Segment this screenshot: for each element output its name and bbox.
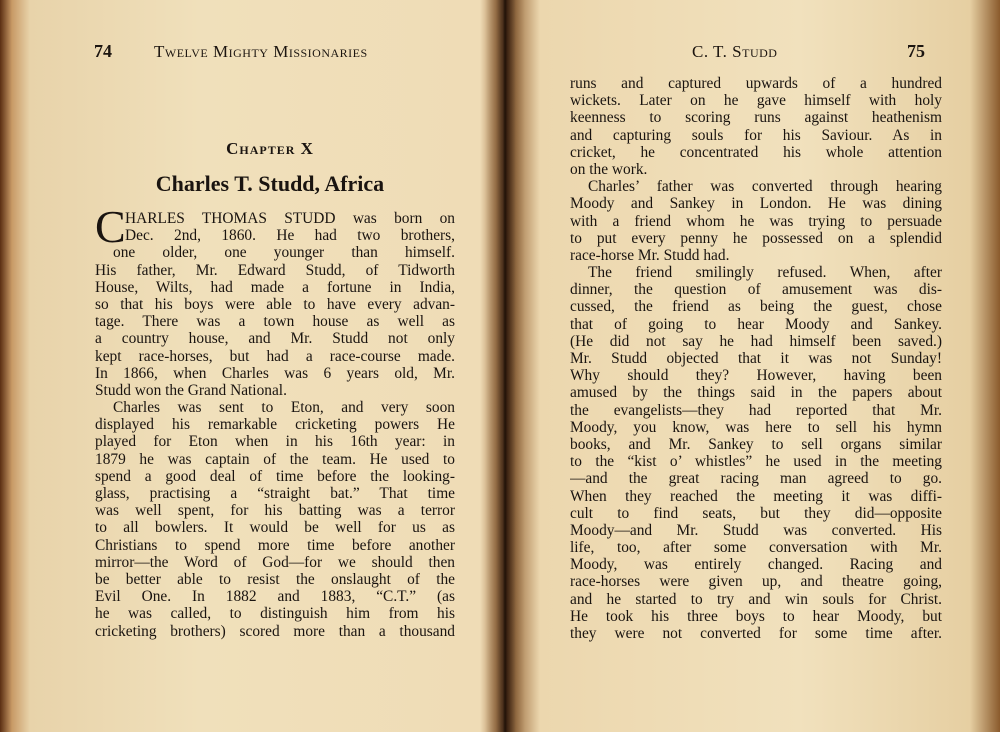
text-line: Mr. Studd objected that it was not Sunday! xyxy=(570,350,942,367)
text-line: was well spent, for his batting was a terror xyxy=(95,502,455,520)
text-line: books, and Mr. Sankey to sell organs similar xyxy=(570,435,942,453)
text-line: glass, practising a “straight bat.” That time xyxy=(95,485,455,502)
text-line: His father, Mr. Edward Studd, of Tidworth xyxy=(95,261,455,279)
text-line: a country house, and Mr. Studd not only xyxy=(95,330,455,348)
text-line: In 1866, when Charles was 6 years old, Mr. xyxy=(95,364,455,382)
text-line: tage. There was a town house as well as xyxy=(95,313,455,331)
page-number: 74 xyxy=(94,41,112,61)
body-text xyxy=(570,75,942,642)
text-line: race-horses were given up, and theatre going, xyxy=(570,573,942,591)
text-line: played for Eton when in his 16th year: in xyxy=(95,433,455,451)
text-line: Moody—and Mr. Studd was converted. His xyxy=(570,521,942,539)
text-line: they were not converted for some time after. xyxy=(570,625,942,642)
text-line: House, Wilts, had made a fortune in India, xyxy=(95,278,455,296)
text-line: Evil One. In 1882 and 1883, “C.T.” (as xyxy=(95,588,455,606)
text-line: The friend smilingly refused. When, after xyxy=(588,264,942,282)
page-number: 75 xyxy=(907,41,925,61)
text-line: Christians to spend more time before another xyxy=(95,536,455,554)
text-line: spend a good deal of time before the looking- xyxy=(95,467,455,485)
text-line: cricket, he concentrated his whole attention xyxy=(570,143,942,161)
text-line: with a friend whom he was trying to persuade xyxy=(570,212,942,230)
text-line: HARLES THOMAS STUDD was born on xyxy=(125,210,455,227)
text-line: Moody and Sankey in London. He was dining xyxy=(570,195,942,213)
text-line: runs and captured upwards of a hundred xyxy=(570,75,942,92)
text-line: Moody, was entirely changed. Racing and xyxy=(570,556,942,574)
text-line: cricketing brothers) scored more than a thousand xyxy=(95,622,455,640)
text-line: cussed, the friend as being the guest, chose xyxy=(570,298,942,316)
text-line: to the “kist o’ whistles” he used in the meeting xyxy=(570,453,942,471)
text-line: to put every penny he possessed on a splendid xyxy=(570,229,942,247)
text-line: that of going to hear Moody and Sankey. xyxy=(570,315,942,333)
text-line: When they reached the meeting it was diffi- xyxy=(570,487,942,505)
text-line: he was called, to distinguish him from his xyxy=(95,605,455,623)
right-page xyxy=(512,0,1000,732)
text-line: be better able to resist the onslaught of the xyxy=(95,570,455,588)
drop-cap: C xyxy=(95,201,126,252)
text-line: Moody, you know, was here to sell his hymn xyxy=(570,418,942,436)
text-line: keenness to scoring runs against heathenism xyxy=(570,109,942,127)
text-line: Why should they? However, having been xyxy=(570,367,942,385)
body-text xyxy=(95,210,455,640)
text-line: Charles was sent to Eton, and very soon xyxy=(113,399,455,417)
text-line: cult to find seats, but they did—opposite xyxy=(570,504,942,522)
text-line: Charles’ father was converted through hearing xyxy=(588,178,942,196)
text-line: and he started to try and win souls for Christ. xyxy=(570,590,942,608)
text-line: (He did not say he had himself been saved.) xyxy=(570,332,942,350)
running-head: Twelve Mighty Missionaries xyxy=(154,42,368,61)
text-line: kept race-horses, but had a race-course made. xyxy=(95,347,455,365)
text-line: mirror—the Word of God—for we should then xyxy=(95,553,455,571)
chapter-label: Chapter X xyxy=(226,139,314,158)
text-line: 1879 he was captain of the team. He used to xyxy=(95,450,455,468)
text-line: —and the great racing man agreed to go. xyxy=(570,470,942,488)
running-head: C. T. Studd xyxy=(692,42,778,61)
text-line: the evangelists—they had reported that Mr. xyxy=(570,401,942,419)
chapter-title: Charles T. Studd, Africa xyxy=(155,171,385,196)
text-line: Dec. 2nd, 1860. He had two brothers, xyxy=(125,227,455,245)
text-line: one older, one younger than himself. xyxy=(113,244,455,262)
text-line: and capturing souls for his Saviour. As in xyxy=(570,126,942,144)
text-line: He took his three boys to hear Moody, but xyxy=(570,607,942,625)
text-line: dinner, the question of amusement was dis- xyxy=(570,281,942,299)
text-line: Studd won the Grand National. xyxy=(95,381,287,399)
text-line: life, too, after some conversation with Mr. xyxy=(570,539,942,557)
text-line: to all bowlers. It would be well for us as xyxy=(95,519,455,537)
text-line: amused by the things said in the papers about xyxy=(570,384,942,402)
text-line: displayed his remarkable cricketing powers He xyxy=(95,416,455,434)
text-line: wickets. Later on he gave himself with holy xyxy=(570,92,942,110)
text-line: so that his boys were able to have every advan- xyxy=(95,295,455,313)
text-line: race-horse Mr. Studd had. xyxy=(570,246,730,264)
text-line: on the work. xyxy=(570,160,648,178)
